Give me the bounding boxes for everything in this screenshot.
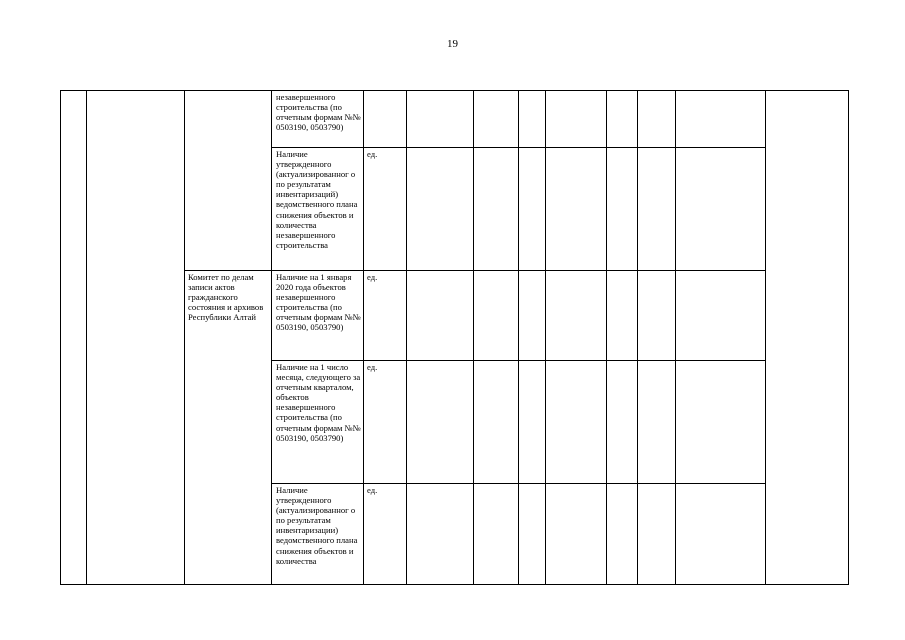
value-cell: [519, 148, 546, 271]
value-cell: [474, 484, 519, 585]
goal-cell: [87, 91, 185, 585]
value-cell: [407, 91, 474, 148]
value-cell: [546, 361, 607, 484]
value-cell: [474, 361, 519, 484]
value-cell: [519, 361, 546, 484]
value-cell: [519, 91, 546, 148]
report-table: [60, 90, 849, 585]
value-cell: [607, 361, 638, 484]
responsible-cell: Комитет по делам записи актов гражданского состояния и архивов Республики Алтай: [185, 271, 272, 585]
value-cell: [407, 484, 474, 585]
value-cell: [407, 271, 474, 361]
unit-cell: [364, 91, 407, 148]
unit-cell: ед.: [364, 484, 407, 585]
value-cell: [519, 484, 546, 585]
value-cell: [638, 271, 676, 361]
unit-cell: ед.: [364, 148, 407, 271]
unit-cell: ед.: [364, 361, 407, 484]
indicator-cell: Наличие на 1 января 2020 года объектов незавершенного строительства (по отчетным формам №№ 0503190, 0503790): [272, 271, 364, 361]
value-cell: [407, 148, 474, 271]
table-row: [61, 91, 849, 148]
value-cell: [607, 484, 638, 585]
value-cell: [474, 148, 519, 271]
value-cell: [638, 148, 676, 271]
value-cell: [676, 91, 766, 148]
value-cell: [607, 91, 638, 148]
value-cell: [546, 271, 607, 361]
value-cell: [676, 271, 766, 361]
indicator-cell: Наличие на 1 число месяца, следующего за отчетным кварталом, объектов незавершенного строительства (по отчетным формам №№ 0503190, 0503790): [272, 361, 364, 484]
indicator-cell: Наличие утвержденного (актуализированног о по результатам инвентаризаций) ведомственного плана снижения объектов и количества незавершенного строительства: [272, 148, 364, 271]
value-cell: [638, 91, 676, 148]
value-cell: [546, 484, 607, 585]
value-cell: [407, 361, 474, 484]
number-cell: [61, 91, 87, 585]
responsible-cell: [185, 91, 272, 271]
value-cell: [474, 271, 519, 361]
value-cell: [519, 271, 546, 361]
value-cell: [638, 361, 676, 484]
unit-cell: ед.: [364, 271, 407, 361]
indicator-cell: незавершенного строительства (по отчетным формам №№ 0503190, 0503790): [272, 91, 364, 148]
value-cell: [638, 484, 676, 585]
value-cell: [607, 148, 638, 271]
value-cell: [676, 484, 766, 585]
note-cell: [766, 91, 849, 585]
page-number: 19: [447, 38, 458, 50]
indicator-cell: Наличие утвержденного (актуализированног о по результатам инвентаризации) ведомственного плана снижения объектов и количества: [272, 484, 364, 585]
value-cell: [607, 271, 638, 361]
value-cell: [676, 361, 766, 484]
value-cell: [546, 91, 607, 148]
value-cell: [546, 148, 607, 271]
value-cell: [474, 91, 519, 148]
value-cell: [676, 148, 766, 271]
